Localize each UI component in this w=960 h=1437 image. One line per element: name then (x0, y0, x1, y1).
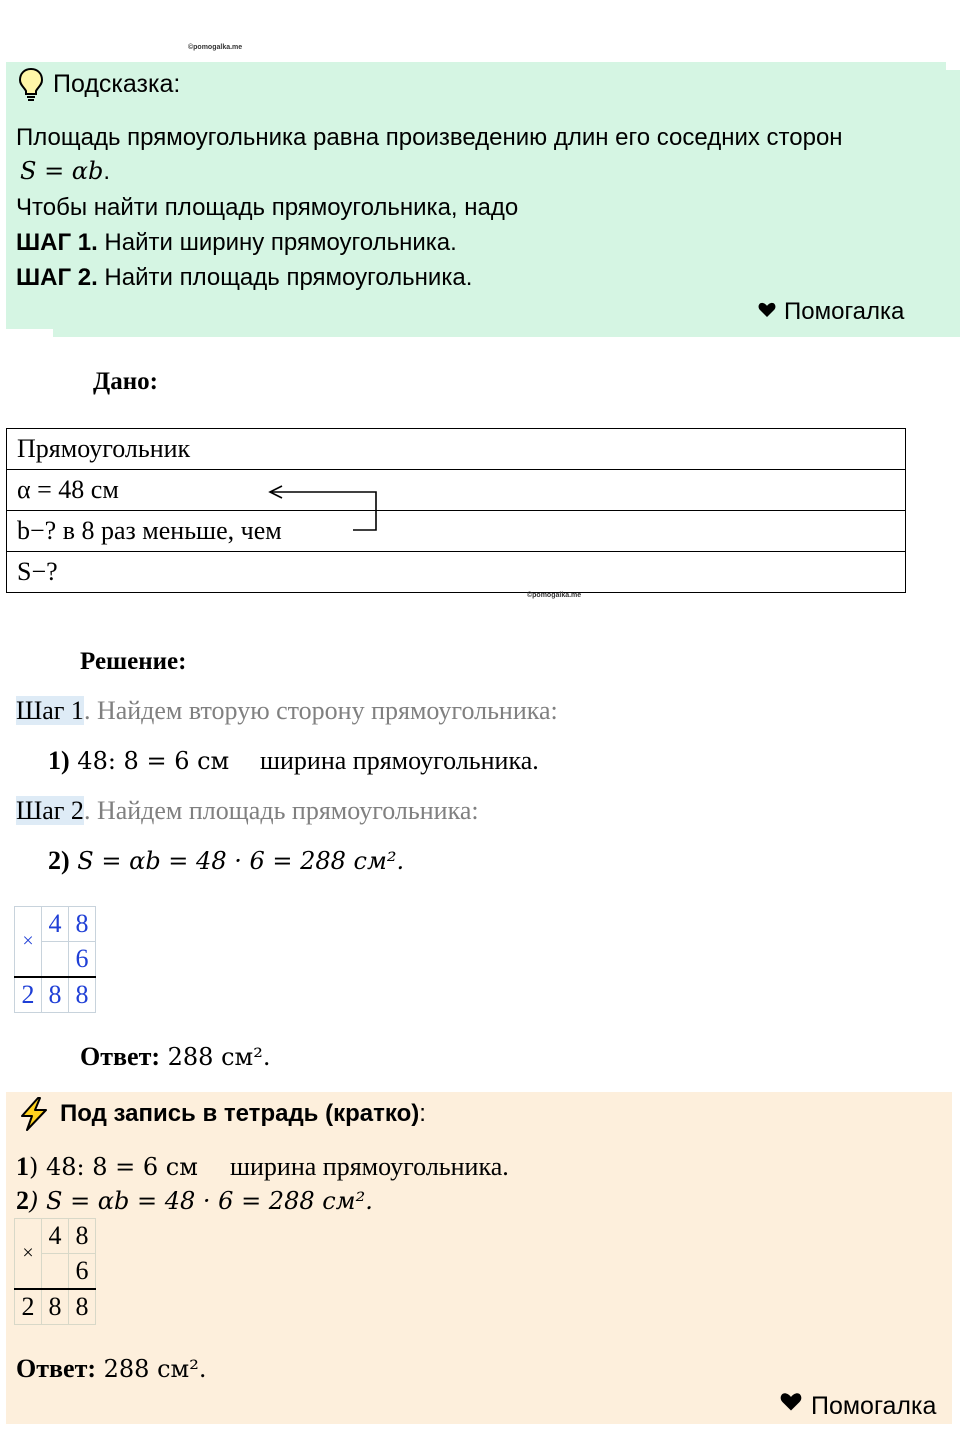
grid-cell: 6 (69, 1254, 96, 1290)
hint-step-1 (16, 229, 457, 257)
notebook-answer-value: 288 см². (96, 1355, 207, 1383)
hint-formula-math: S = αb (20, 157, 104, 185)
lightning-icon (18, 1097, 50, 1136)
hint-brand: Помогалка (784, 298, 905, 325)
solution-step-2-label: Шаг 2 (16, 796, 84, 825)
notebook-calc-2-expr: ) S = αb = 48 · 6 = 288 см². (29, 1187, 373, 1215)
grid-cell: 8 (42, 977, 69, 1013)
grid-cell: 4 (42, 1219, 69, 1254)
solution-answer (80, 1042, 270, 1072)
hint-step-1-label: ШАГ 1. (16, 229, 98, 256)
hint-formula (20, 157, 110, 186)
solution-calc-1-num: 1) (48, 746, 70, 775)
notebook-calc-1-expr: ) 48: 8 = 6 см (29, 1153, 198, 1181)
solution-step-2-dot: . (83, 796, 91, 825)
bracket-arrow-icon (260, 480, 385, 540)
given-table (6, 428, 906, 593)
notebook-calc-1 (16, 1152, 198, 1182)
notebook-calc-2 (16, 1186, 373, 1216)
given-row-4: S−? (7, 552, 906, 593)
notebook-brand: Помогалка (811, 1392, 937, 1420)
notebook-answer (16, 1354, 206, 1384)
given-heading: Дано: (93, 368, 158, 395)
given-row-1: Прямоугольник (7, 429, 906, 470)
grid-cell: 2 (15, 1289, 42, 1325)
lightbulb-icon (18, 67, 44, 106)
solution-calc-2 (48, 846, 404, 876)
notebook-title-colon: : (419, 1100, 426, 1127)
solution-answer-label: Ответ: (80, 1042, 161, 1071)
solution-step-2-text: Найдем площадь прямоугольника: (90, 796, 479, 825)
notebook-calc-1-note: ширина прямоугольника. (230, 1152, 509, 1181)
grid-cell (42, 1254, 69, 1290)
given-row-3: b−? в 8 раз меньше, чем (7, 511, 906, 552)
solution-calc-2-num: 2) (48, 846, 70, 875)
grid-cell: 2 (15, 977, 42, 1013)
watermark-middle: ©pomogalka.me (527, 592, 582, 599)
grid-sign: × (15, 1219, 42, 1290)
solution-step-1-dot: . (83, 696, 91, 725)
heart-icon (780, 1392, 802, 1417)
solution-step-1-label: Шаг 1 (16, 696, 84, 725)
hint-title: Подсказка: (53, 70, 960, 337)
hint-step-1-text: Найти ширину прямоугольника. (97, 229, 457, 256)
notebook-title-text: Под запись в тетрадь (кратко) (60, 1100, 420, 1127)
watermark-top: ©pomogalka.me (188, 44, 243, 51)
notebook-calc-2-num: 2 (16, 1186, 29, 1215)
notebook-title (60, 1100, 426, 1128)
grid-cell: 6 (69, 942, 96, 978)
solution-heading: Решение: (80, 648, 187, 675)
hint-line-1: Площадь прямоугольника равна произведению длин его соседних сторон (16, 124, 843, 151)
grid-cell (42, 942, 69, 978)
solution-step-2 (16, 796, 479, 826)
solution-calc-2-expr: S = αb = 48 · 6 = 288 см². (69, 847, 405, 875)
solution-calc-1 (48, 746, 229, 776)
grid-cell: 8 (42, 1289, 69, 1325)
given-row-2: α = 48 см (7, 470, 906, 511)
grid-cell: 4 (42, 907, 69, 942)
hint-step-2-text: Найти площадь прямоугольника. (97, 264, 473, 291)
grid-sign: × (15, 907, 42, 978)
grid-cell: 8 (69, 1219, 96, 1254)
heart-icon (758, 302, 776, 323)
solution-step-1 (16, 696, 558, 726)
notebook-answer-label: Ответ: (16, 1354, 97, 1383)
grid-cell: 8 (69, 907, 96, 942)
grid-cell: 8 (69, 977, 96, 1013)
solution-step-1-text: Найдем вторую сторону прямоугольника: (90, 696, 558, 725)
solution-calc-1-note: ширина прямоугольника. (260, 746, 539, 775)
grid-cell: 8 (69, 1289, 96, 1325)
solution-answer-value: 288 см². (160, 1043, 271, 1071)
notebook-multiplication-grid (14, 1218, 96, 1325)
solution-multiplication-grid (14, 906, 96, 1013)
hint-step-2 (16, 264, 472, 292)
hint-line-3: Чтобы найти площадь прямоугольника, надо (16, 194, 519, 221)
hint-formula-end: . (103, 158, 111, 185)
notebook-calc-1-num: 1 (16, 1152, 29, 1181)
solution-calc-1-expr: 48: 8 = 6 см (69, 747, 230, 775)
hint-step-2-label: ШАГ 2. (16, 264, 98, 291)
